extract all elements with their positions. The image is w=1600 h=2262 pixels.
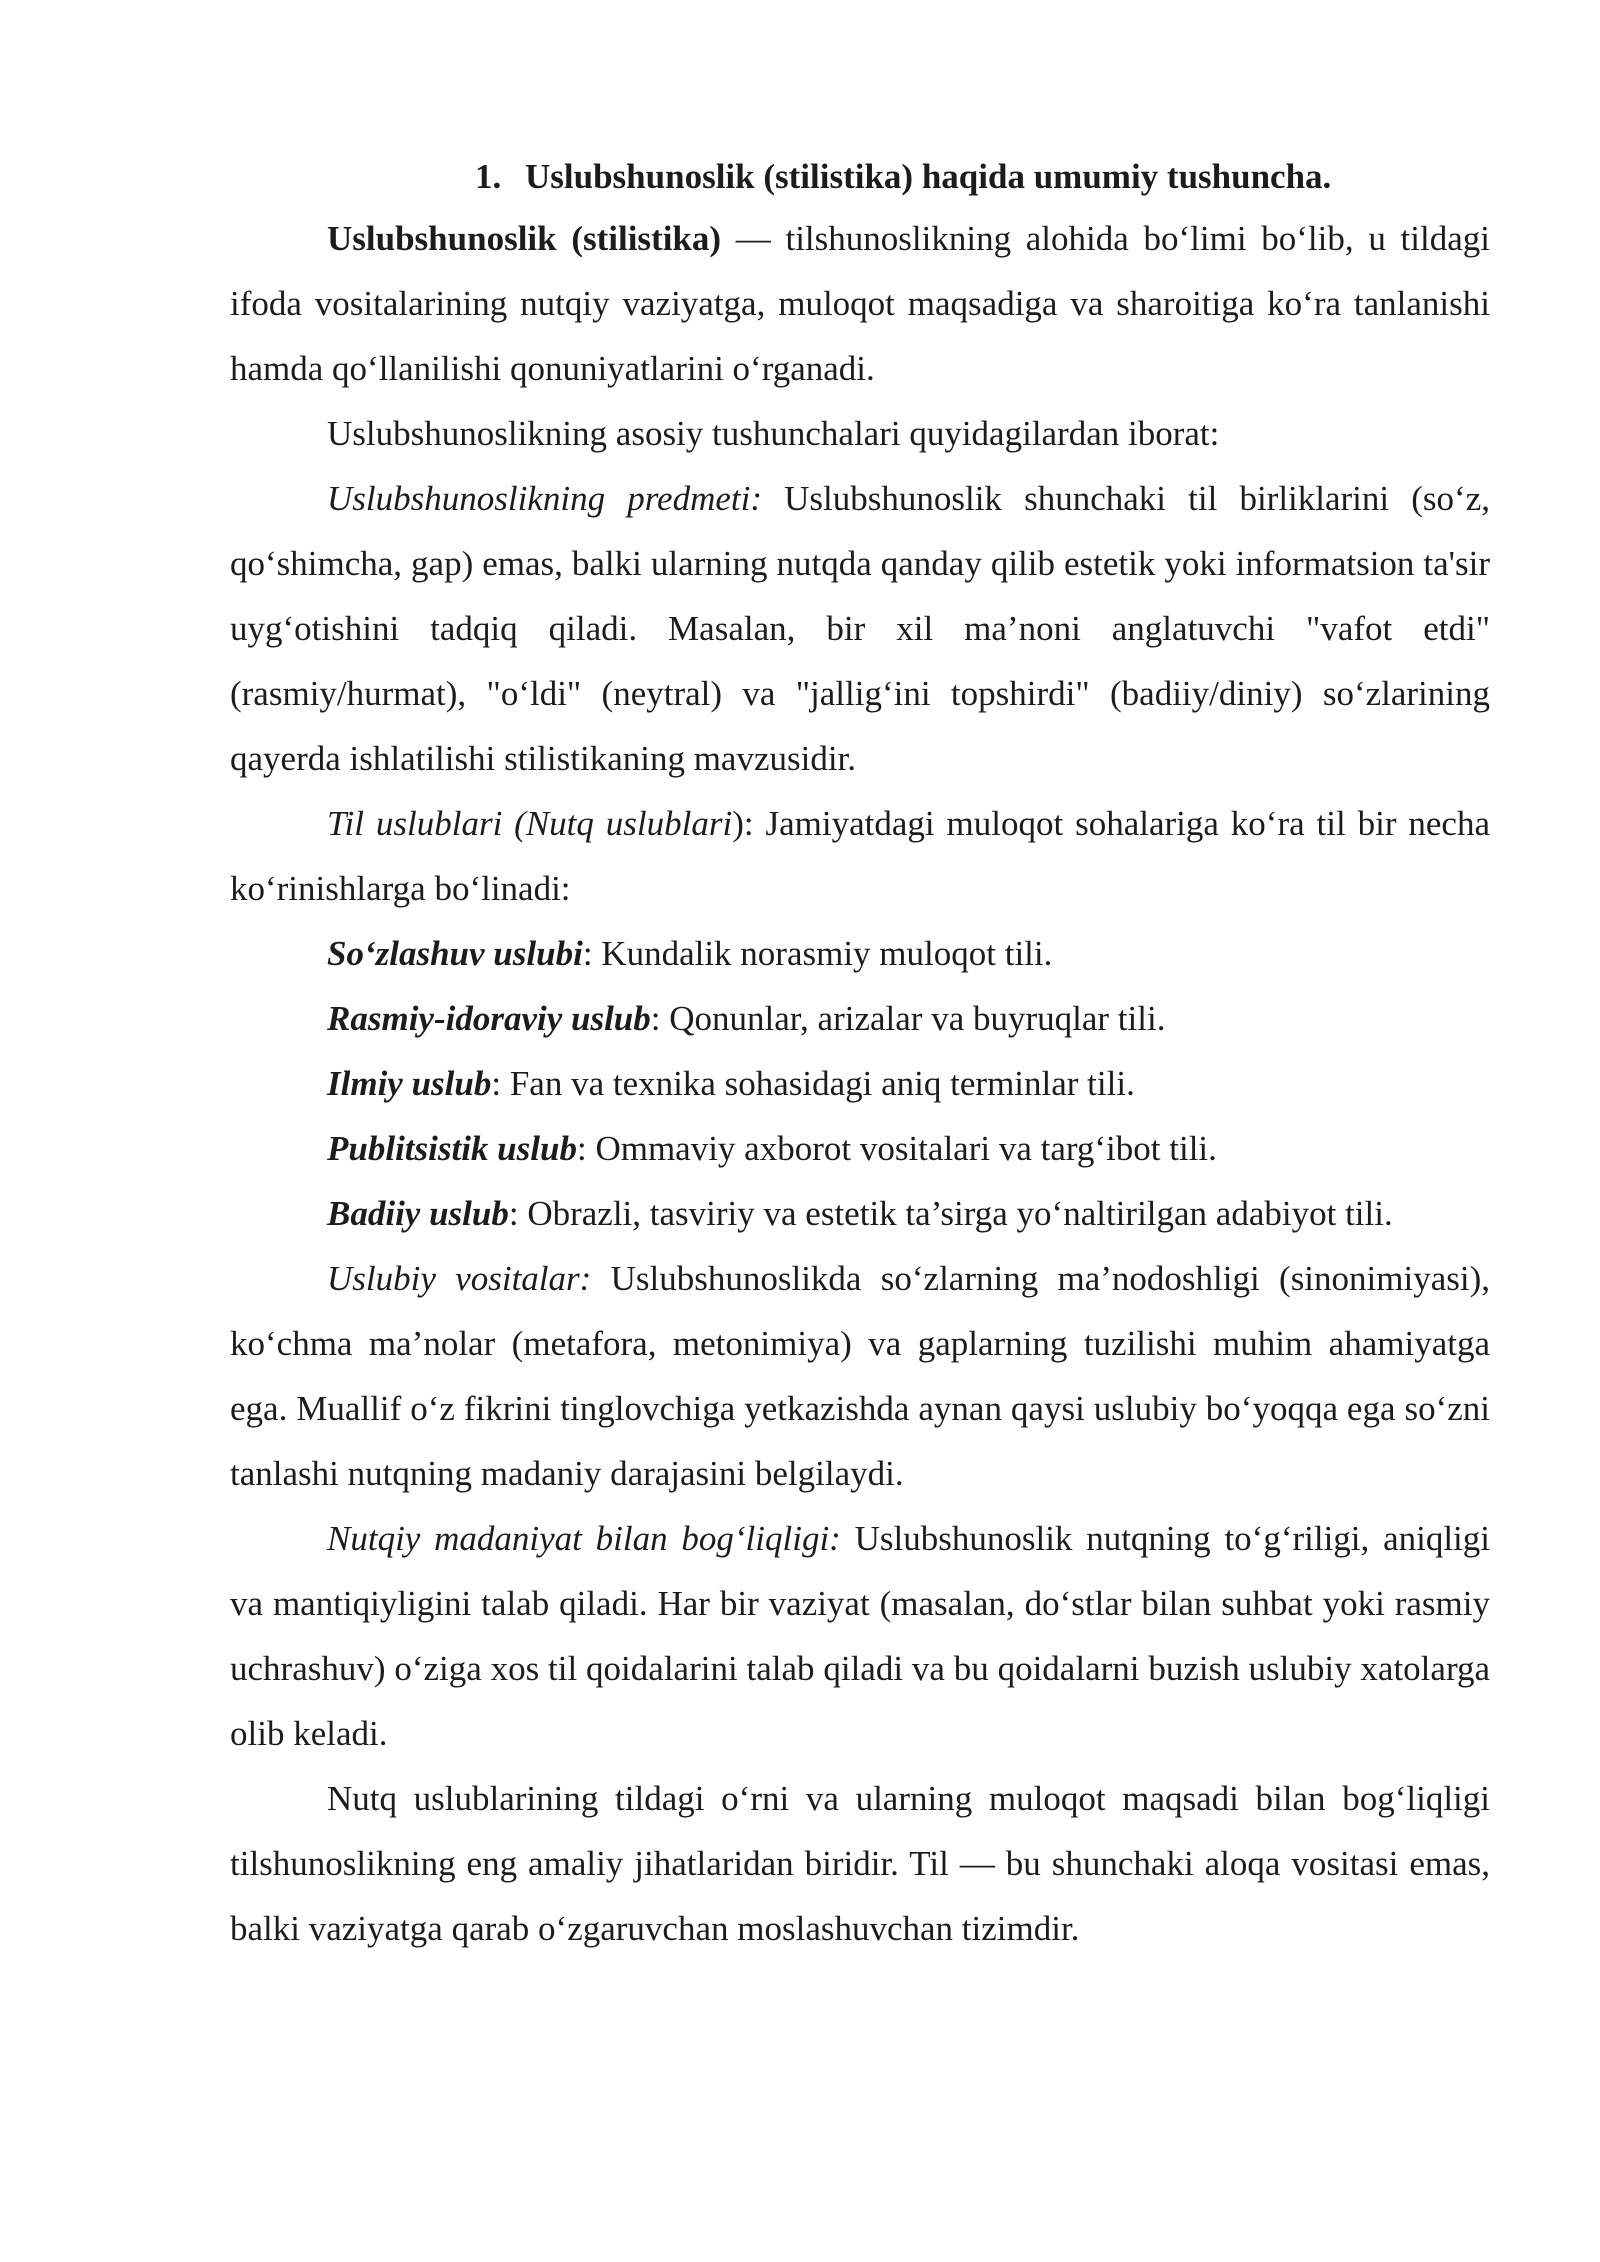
style-description: : Ommaviy axborot vositalari va targ‘ibot tili. (576, 1129, 1217, 1168)
means-paragraph (230, 1246, 1490, 1506)
style-term: Ilmiy uslub (327, 1064, 492, 1103)
section-heading (230, 148, 1490, 206)
culture-term: Nutqiy madaniyat bilan bog‘liqligi: (327, 1519, 841, 1558)
styles-paragraph (230, 791, 1490, 921)
heading-number: 1. (475, 157, 502, 196)
list-item (230, 921, 1490, 986)
styles-term-close: ) (732, 804, 744, 843)
concepts-intro-paragraph (230, 401, 1490, 466)
style-description: : Kundalik norasmiy muloqot tili. (582, 934, 1053, 973)
style-term: Rasmiy-idoraviy uslub (327, 999, 651, 1038)
list-item (230, 1116, 1490, 1181)
culture-paragraph (230, 1506, 1490, 1766)
style-description: : Obrazli, tasviriy va estetik ta’sirga yo‘naltirilgan adabiyot tili. (508, 1194, 1393, 1233)
list-item (230, 1181, 1490, 1246)
concepts-intro-text: Uslubshunoslikning asosiy tushunchalari quyidagilardan iborat: (327, 414, 1220, 453)
means-text: Uslubshunoslikda so‘zlarning ma’nodoshligi (sinonimiyasi), ko‘chma ma’nolar (metafora, metonimiya) va gaplarning tuzilishi muhim ahamiyatga ega. Muallif o‘z fikrini tinglovchiga yetkazishda aynan qaysi uslubiy bo‘yoqqa ega so‘zni tanlashi nutqning madaniy darajasini belgilaydi. (230, 1259, 1490, 1493)
conclusion-text: Nutq uslublarining tildagi o‘rni va ularning muloqot maqsadi bilan bog‘liqligi tilshunoslikning eng amaliy jihatlaridan biridir. Til — bu shunchaki aloqa vositasi emas, balki vaziyatga qarab o‘zgaruvchan moslashuvchan tizimdir. (230, 1779, 1490, 1948)
conclusion-paragraph (230, 1766, 1490, 1961)
intro-text: — tilshunoslikning alohida bo‘limi bo‘lib, u tildagi ifoda vositalarining nutqiy vaziyatga, muloqot maqsadiga va sharoitiga ko‘ra tanlanishi hamda qo‘llanilishi qonuniyatlarini o‘rganadi. (230, 219, 1490, 388)
style-term: Badiiy uslub (327, 1194, 509, 1233)
heading-text: Uslubshunoslik (stilistika) haqida umumiy tushuncha. (525, 157, 1332, 196)
intro-paragraph (230, 206, 1490, 401)
intro-term: Uslubshunoslik (stilistika) (327, 219, 722, 258)
styles-text: : Jamiyatdagi muloqot sohalariga ko‘ra til bir necha ko‘rinishlarga bo‘linadi: (230, 804, 1490, 908)
style-term: Publitsistik uslub (327, 1129, 577, 1168)
document-body (230, 148, 1490, 1961)
list-item (230, 986, 1490, 1051)
subject-text: Uslubshunoslik shunchaki til birliklarini (so‘z, qo‘shimcha, gap) emas, balki ularning nutqda qanday qilib estetik yoki informatsion ta'sir uyg‘otishini tadqiq qiladi. Masalan, bir xil ma’noni anglatuvchi "vafot etdi" (rasmiy/hurmat), "o‘ldi" (neytral) va "jallig‘ini topshirdi" (badiiy/diniy) so‘zlarining qayerda ishlatilishi stilistikaning mavzusidir. (230, 479, 1490, 778)
list-item (230, 1051, 1490, 1116)
means-term: Uslubiy vositalar: (327, 1259, 592, 1298)
styles-term: Til uslublari (Nutq uslublari (327, 804, 733, 843)
subject-paragraph (230, 466, 1490, 791)
culture-text: Uslubshunoslik nutqning to‘g‘riligi, aniqligi va mantiqiyligini talab qiladi. Har bir vaziyat (masalan, do‘stlar bilan suhbat yoki rasmiy uchrashuv) o‘ziga xos til qoidalarini talab qiladi va bu qoidalarni buzish uslubiy xatolarga olib keladi. (230, 1519, 1490, 1753)
style-description: : Fan va texnika sohasidagi aniq terminlar tili. (491, 1064, 1135, 1103)
style-description: : Qonunlar, arizalar va buyruqlar tili. (650, 999, 1166, 1038)
style-term: So‘zlashuv uslubi (327, 934, 583, 973)
subject-term: Uslubshunoslikning predmeti: (327, 479, 762, 518)
